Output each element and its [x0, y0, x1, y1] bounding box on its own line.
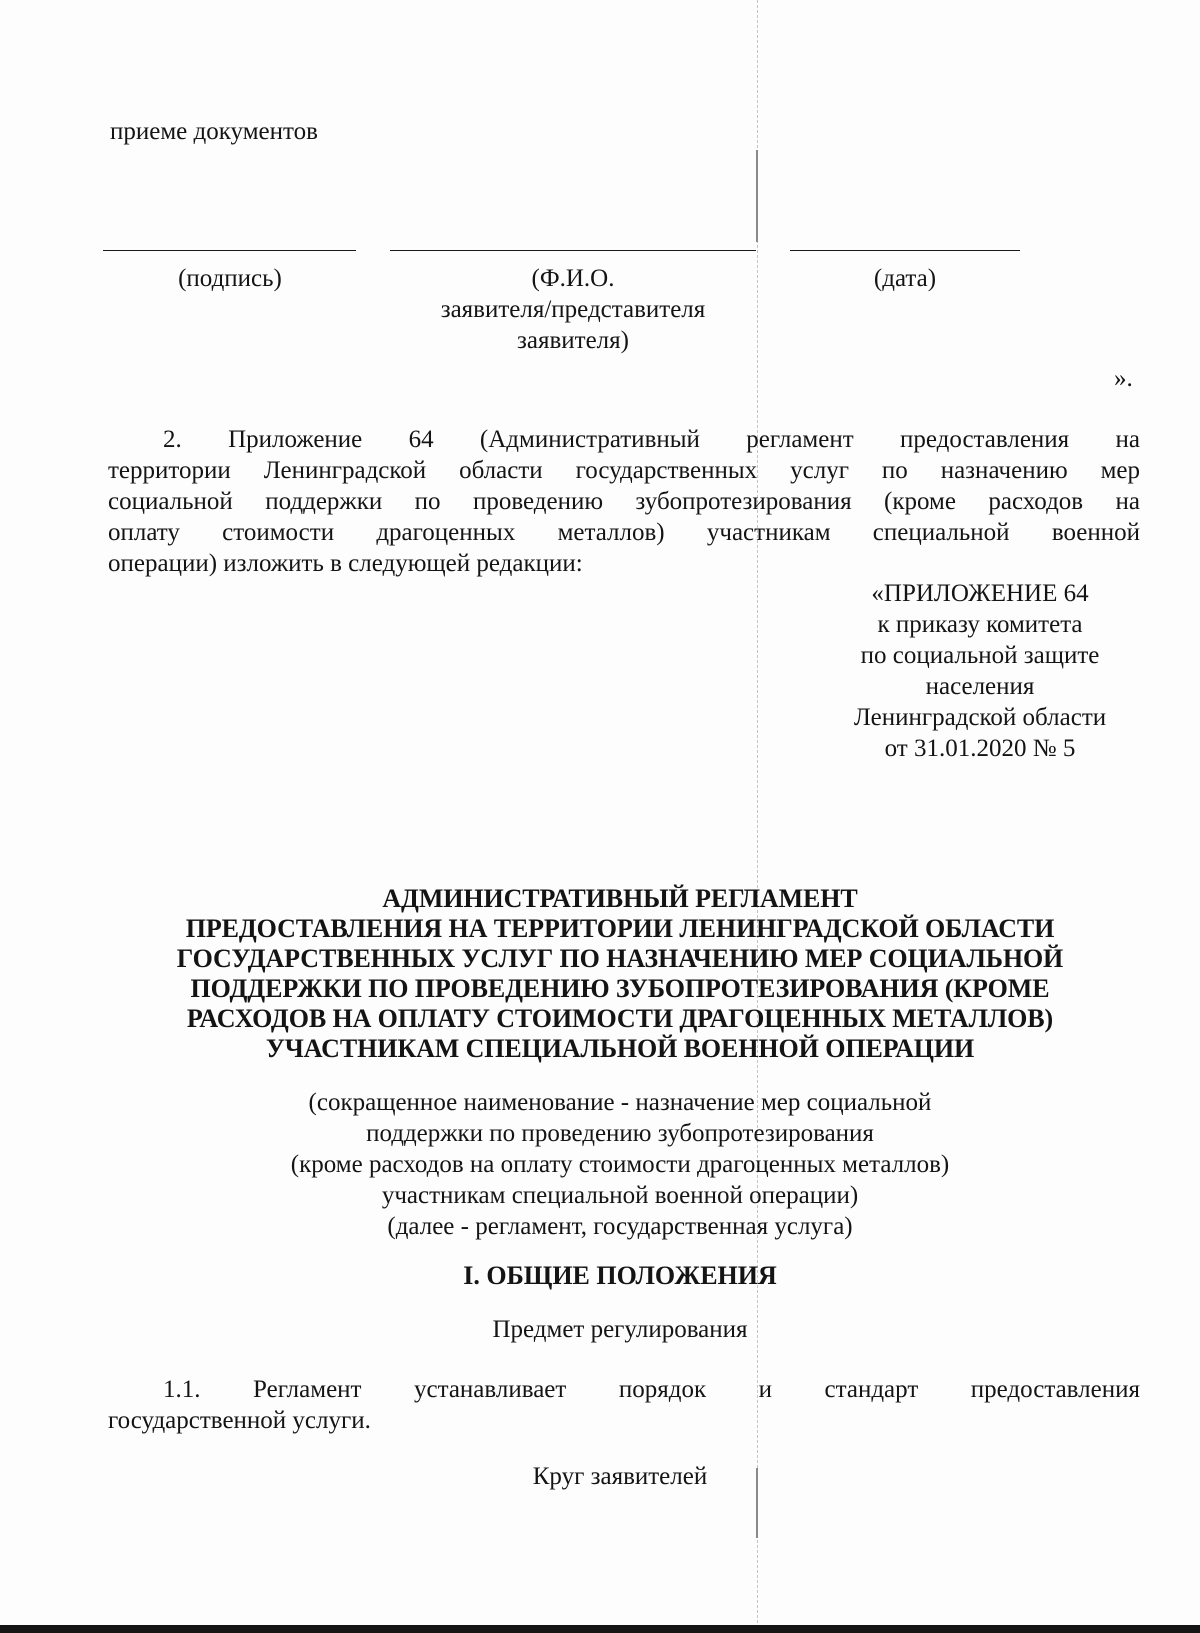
title-line: УЧАСТНИКАМ СПЕЦИАЛЬНОЙ ВОЕННОЙ ОПЕРАЦИИ — [265, 1034, 975, 1063]
title-line: ПРЕДОСТАВЛЕНИЯ НА ТЕРРИТОРИИ ЛЕНИНГРАДСКОЙ ОБЛАСТИ — [185, 914, 1055, 943]
short-name-line: участникам специальной военной операции) — [381, 1182, 859, 1209]
top-fragment-text: приеме документов — [110, 118, 318, 145]
clause-line: 1.1. Регламент устанавливает порядок и стандарт предоставления — [163, 1376, 1140, 1403]
applicants-heading: Круг заявителей — [532, 1463, 708, 1490]
clause-line: государственной услуги. — [108, 1407, 371, 1434]
subject-heading: Предмет регулирования — [492, 1316, 748, 1343]
paragraph-2 — [108, 424, 1140, 579]
short-name-line: поддержки по проведению зубопротезирования — [366, 1120, 874, 1147]
closing-quote: ». — [1114, 365, 1133, 392]
date-label: (дата) — [873, 265, 937, 292]
appendix-line: от 31.01.2020 № 5 — [884, 735, 1076, 762]
appendix-reference — [800, 578, 1160, 764]
section-heading: I. ОБЩИЕ ПОЛОЖЕНИЯ — [463, 1261, 777, 1290]
title-line: АДМИНИСТРАТИВНЫЙ РЕГЛАМЕНТ — [382, 884, 858, 913]
clause-1-1 — [108, 1374, 1140, 1436]
appendix-line: «ПРИЛОЖЕНИЕ 64 — [871, 580, 1089, 607]
title-line: РАСХОДОВ НА ОПЛАТУ СТОИМОСТИ ДРАГОЦЕННЫХ МЕТАЛЛОВ) — [186, 1004, 1054, 1033]
appendix-line: по социальной защите — [860, 642, 1100, 669]
title-line: ПОДДЕРЖКИ ПО ПРОВЕДЕНИЮ ЗУБОПРОТЕЗИРОВАНИЯ (КРОМЕ — [190, 974, 1050, 1003]
scan-bottom-edge — [0, 1625, 1200, 1633]
regulation-title — [100, 884, 1140, 1064]
short-name-line: (далее - регламент, государственная услуга) — [387, 1213, 853, 1240]
name-label — [390, 263, 756, 356]
paragraph-line: операции) изложить в следующей редакции: — [108, 550, 583, 577]
appendix-line: к приказу комитета — [877, 611, 1083, 638]
appendix-line: населения — [925, 673, 1035, 700]
signature-label: (подпись) — [178, 265, 282, 292]
name-line — [390, 250, 756, 251]
paragraph-line: социальной поддержки по проведению зубопротезирования (кроме расходов на — [108, 488, 1140, 515]
name-label-line: заявителя/представителя — [440, 296, 706, 323]
paragraph-line: 2. Приложение 64 (Административный регламент предоставления на — [163, 426, 1140, 453]
signature-line — [103, 250, 356, 251]
date-line — [790, 250, 1020, 251]
paragraph-line: оплату стоимости драгоценных металлов) участникам специальной военной — [108, 519, 1140, 546]
appendix-line: Ленинградской области — [853, 704, 1107, 731]
title-line: ГОСУДАРСТВЕННЫХ УСЛУГ ПО НАЗНАЧЕНИЮ МЕР СОЦИАЛЬНОЙ — [176, 944, 1064, 973]
short-name-line: (сокращенное наименование - назначение мер социальной — [308, 1089, 932, 1116]
paragraph-line: территории Ленинградской области государственных услуг по назначению мер — [108, 457, 1140, 484]
short-name-block — [170, 1087, 1070, 1242]
name-label-line: заявителя) — [517, 327, 629, 354]
scan-mark — [756, 150, 758, 242]
name-label-line: (Ф.И.О. — [531, 265, 615, 292]
short-name-line: (кроме расходов на оплату стоимости драгоценных металлов) — [290, 1151, 950, 1178]
